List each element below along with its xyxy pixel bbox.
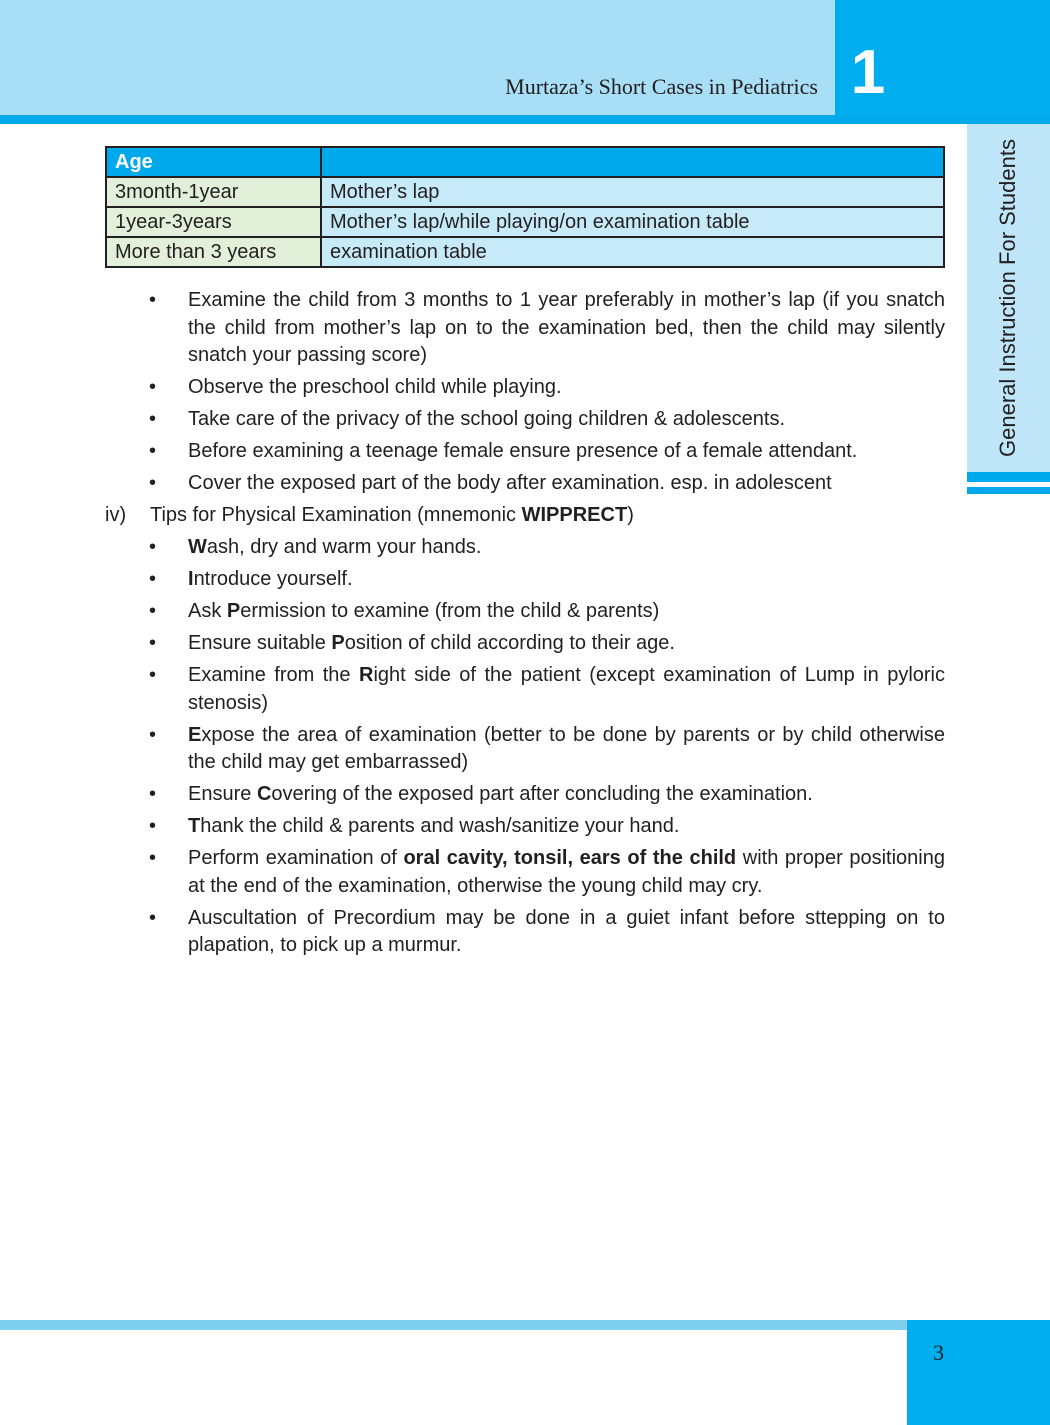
list-item-text: Take care of the privacy of the school going children & adolescents.	[188, 408, 786, 430]
table-header-cell: Age	[106, 147, 321, 177]
bullet: •	[149, 600, 157, 622]
side-tab-label: General Instruction For Students	[995, 139, 1020, 457]
bullet: •	[149, 664, 157, 686]
bullet: •	[149, 568, 157, 590]
table-cell-age: 3month-1year	[106, 177, 321, 207]
bullet: •	[149, 536, 157, 558]
table-header-cell	[321, 147, 944, 177]
list-item	[105, 470, 945, 498]
tip-text-bold: P	[226, 600, 241, 622]
table-cell-age: More than 3 years	[106, 237, 321, 267]
list-item	[105, 374, 945, 402]
bullet: •	[149, 408, 157, 430]
table-row	[106, 237, 944, 267]
list-item	[105, 630, 945, 658]
list-item-text: Before examining a teenage female ensure presence of a female attendant.	[188, 440, 858, 462]
list-item	[105, 438, 945, 466]
tip-text-pre: Ensure	[188, 783, 257, 805]
table-cell-position: Mother’s lap/while playing/on examination table	[321, 207, 944, 237]
table-header-row	[106, 147, 944, 177]
tip-text-post: ash, dry and warm your hands.	[206, 536, 482, 558]
bullet: •	[149, 815, 157, 837]
list-item	[105, 598, 945, 626]
chapter-number: 1	[850, 38, 886, 107]
table-row	[106, 207, 944, 237]
tip-text-bold: oral cavity, tonsil, ears of the child	[403, 847, 737, 869]
tip-text-post: with proper positioning at the end of the examination, otherwise the young child may cry.	[188, 847, 945, 897]
tip-text-pre: Ensure suitable	[188, 632, 332, 654]
side-tab-rule-lower	[967, 487, 1050, 494]
list-item	[105, 781, 945, 809]
list-item	[105, 566, 945, 594]
section-mnemonic: WIPPRECT	[521, 504, 628, 526]
list-item	[105, 406, 945, 434]
tip-text-bold: R	[359, 664, 374, 686]
header-rule	[0, 115, 1050, 124]
tip-text-post: ight side of the patient (except examination of Lump in pyloric stenosis)	[188, 664, 945, 714]
book-title: Murtaza’s Short Cases in Pediatrics	[505, 74, 818, 99]
bullet: •	[149, 289, 157, 311]
position-bullet-list	[105, 287, 945, 502]
bullet: •	[149, 632, 157, 654]
page-number: 3	[933, 1340, 944, 1365]
tips-bullet-list	[105, 534, 945, 964]
bullet: •	[149, 472, 157, 494]
side-tab-rule	[967, 472, 1050, 482]
section-title-prefix: Tips for Physical Examination (mnemonic	[150, 504, 522, 526]
list-item	[105, 534, 945, 562]
section-heading	[105, 502, 945, 530]
list-item	[105, 287, 945, 370]
footer-box	[907, 1320, 1050, 1425]
footer-rule	[0, 1320, 907, 1330]
tip-text-post: hank the child & parents and wash/sanitize your hand.	[200, 815, 680, 837]
bullet: •	[149, 376, 157, 398]
list-item	[105, 905, 945, 960]
list-item	[105, 662, 945, 717]
bullet: •	[149, 906, 157, 929]
tip-text-post: ntroduce yourself.	[193, 568, 353, 590]
tip-text-pre: Perform examination of	[188, 847, 404, 869]
table-row	[106, 177, 944, 207]
list-item-text: Cover the exposed part of the body after examination. esp. in adolescent	[188, 472, 832, 494]
tip-text-pre: Auscultation of Precordium may be done in a guiet infant before sttepping on to plapation, to pick up a murmur.	[188, 906, 945, 956]
tip-text-bold: P	[331, 632, 345, 654]
table-cell-position: Mother’s lap	[321, 177, 944, 207]
tip-text-post: osition of child according to their age.	[344, 632, 675, 654]
tip-text-pre: Examine from the	[188, 664, 359, 686]
table-cell-position: examination table	[321, 237, 944, 267]
tip-text-bold: I	[188, 568, 194, 590]
tip-text-bold: C	[256, 783, 272, 805]
table-cell-age: 1year-3years	[106, 207, 321, 237]
tip-text-post: xpose the area of examination (better to be done by parents or by child otherwise the child may get embarrassed)	[188, 723, 945, 773]
tip-text-post: ermission to examine (from the child & parents)	[240, 600, 660, 622]
tip-text-bold: T	[188, 815, 201, 837]
list-item	[105, 722, 945, 777]
bullet: •	[149, 847, 157, 869]
list-item	[105, 845, 945, 900]
section-number: iv)	[105, 504, 127, 526]
list-item-text: Examine the child from 3 months to 1 year preferably in mother’s lap (if you snatch the child from mother’s lap on to the examination bed, then the child may silently snatch your passing score)	[188, 289, 945, 366]
tip-text-post: overing of the exposed part after concluding the examination.	[271, 783, 813, 805]
tip-text-bold: E	[188, 723, 202, 746]
tip-text-bold: W	[188, 536, 207, 558]
tip-text-pre: Ask	[188, 600, 227, 622]
bullet: •	[149, 723, 157, 746]
list-item	[105, 813, 945, 841]
age-position-table	[105, 146, 945, 268]
list-item-text: Observe the preschool child while playing.	[188, 376, 562, 398]
section-title-suffix: )	[627, 504, 634, 526]
bullet: •	[149, 440, 157, 462]
bullet: •	[149, 783, 157, 805]
